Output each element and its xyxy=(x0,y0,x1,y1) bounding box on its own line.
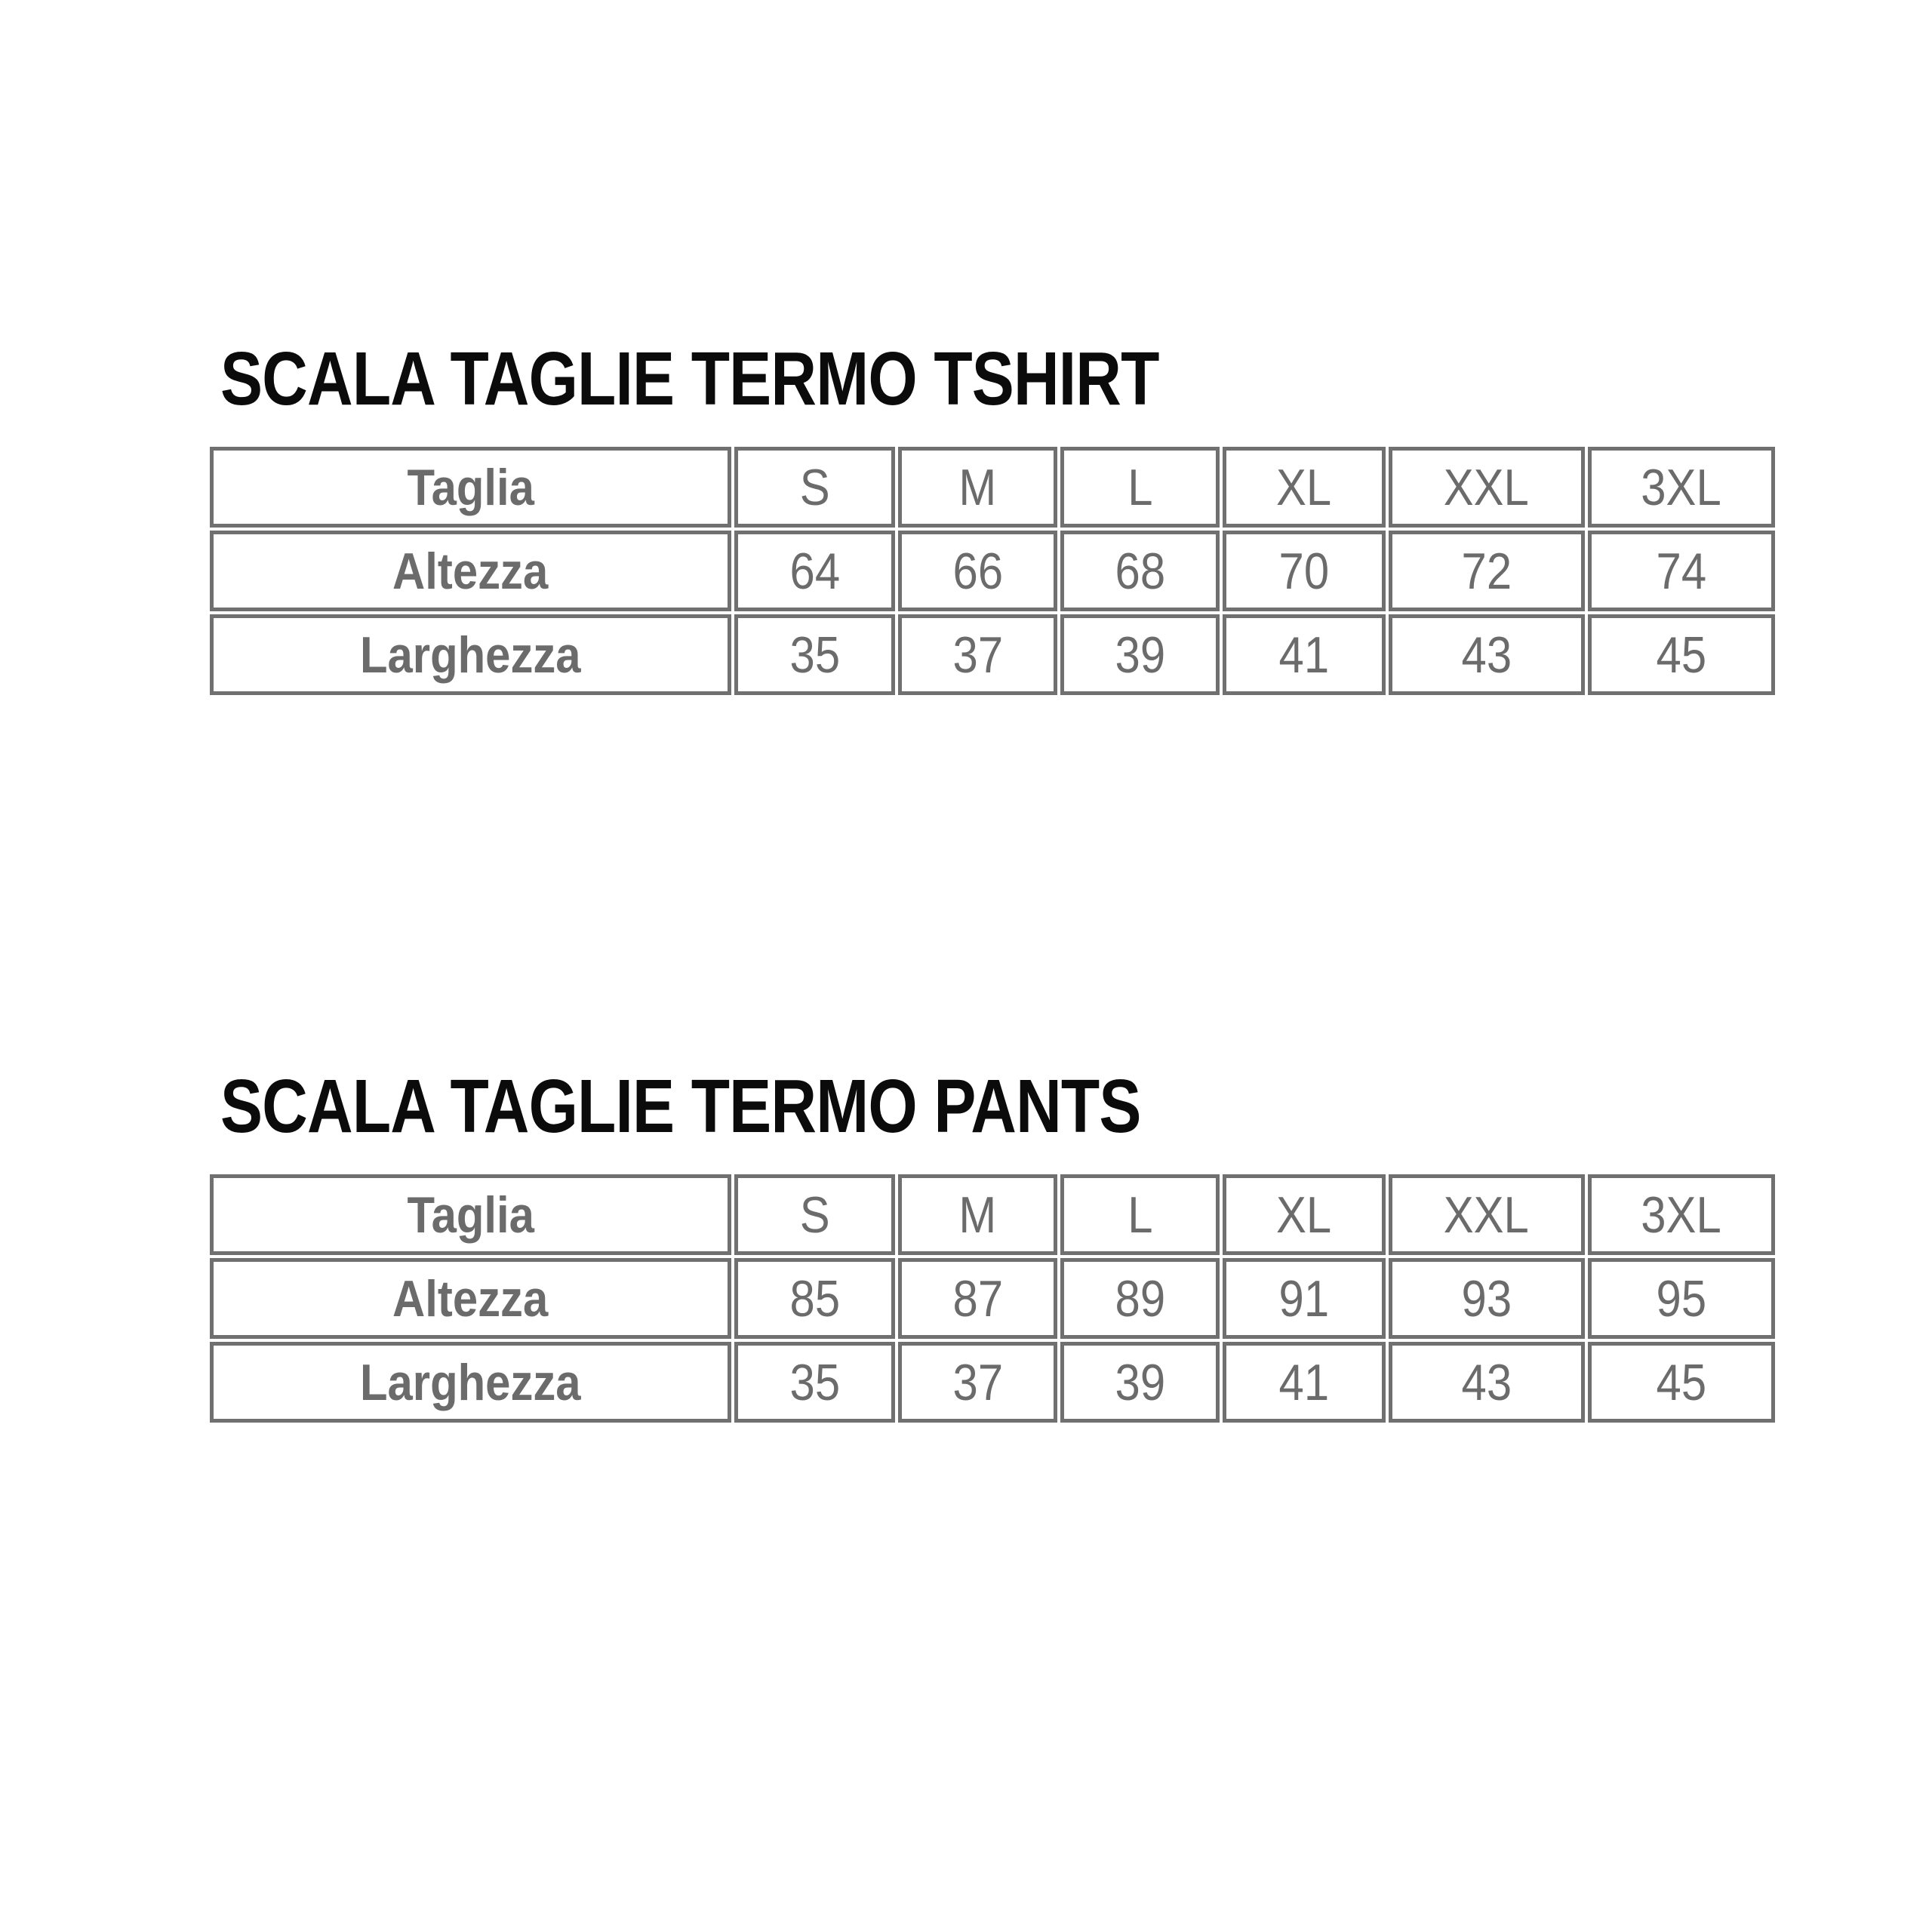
size-header-label: XXL xyxy=(1444,458,1530,516)
size-header-label: XXL xyxy=(1444,1186,1530,1244)
size-header-cell-3xl xyxy=(1588,447,1775,528)
value-text: 39 xyxy=(1115,626,1166,684)
value-cell xyxy=(1223,531,1385,611)
size-header-label: M xyxy=(958,1186,997,1244)
value-text: 95 xyxy=(1656,1269,1707,1327)
table-row-sizes xyxy=(210,1174,1775,1255)
size-header-label: L xyxy=(1128,1186,1153,1244)
value-text: 64 xyxy=(789,542,840,600)
value-cell xyxy=(734,1258,895,1339)
value-text: 85 xyxy=(789,1269,840,1327)
size-header-label: M xyxy=(958,458,997,516)
tshirt-section-title: SCALA TAGLIE TERMO TSHIRT xyxy=(220,337,1159,421)
value-cell xyxy=(898,1258,1057,1339)
size-header-cell-3xl xyxy=(1588,1174,1775,1255)
value-cell xyxy=(1588,614,1775,695)
value-text: 41 xyxy=(1278,626,1330,684)
size-header-cell-l xyxy=(1060,1174,1220,1255)
tshirt-size-table xyxy=(207,444,1778,698)
size-header-label: XL xyxy=(1276,1186,1332,1244)
value-cell xyxy=(898,1342,1057,1423)
value-cell xyxy=(898,614,1057,695)
size-header-cell-xxl xyxy=(1389,447,1585,528)
value-cell xyxy=(1060,1258,1220,1339)
row-label: Larghezza xyxy=(360,1353,581,1411)
value-text: 66 xyxy=(952,542,1003,600)
table-row-larghezza xyxy=(210,1342,1775,1423)
value-text: 35 xyxy=(789,1353,840,1411)
corner-header-cell xyxy=(210,447,731,528)
row-label: Altezza xyxy=(392,1269,549,1327)
value-cell xyxy=(1223,1342,1385,1423)
table-row-sizes xyxy=(210,447,1775,528)
corner-header-label: Taglia xyxy=(407,1186,534,1244)
size-header-label: XL xyxy=(1276,458,1332,516)
value-cell xyxy=(1389,614,1585,695)
value-cell xyxy=(1389,1342,1585,1423)
pants-size-chart-section xyxy=(207,1064,1778,1426)
corner-header-cell xyxy=(210,1174,731,1255)
value-cell xyxy=(1588,1258,1775,1339)
value-cell xyxy=(1588,531,1775,611)
size-header-label: S xyxy=(799,1186,830,1244)
size-header-cell-s xyxy=(734,1174,895,1255)
corner-header-label: Taglia xyxy=(407,458,534,516)
value-text: 39 xyxy=(1115,1353,1166,1411)
size-header-label: L xyxy=(1128,458,1153,516)
size-header-cell-l xyxy=(1060,447,1220,528)
value-text: 45 xyxy=(1656,626,1707,684)
value-cell xyxy=(734,1342,895,1423)
pants-section-title: SCALA TAGLIE TERMO PANTS xyxy=(220,1064,1141,1149)
value-cell xyxy=(734,531,895,611)
value-cell xyxy=(1588,1342,1775,1423)
row-label-cell-altezza xyxy=(210,1258,731,1339)
table-row-altezza xyxy=(210,531,1775,611)
size-header-cell-m xyxy=(898,1174,1057,1255)
row-label-cell-larghezza xyxy=(210,1342,731,1423)
value-text: 35 xyxy=(789,626,840,684)
tshirt-size-chart-section xyxy=(207,337,1778,698)
value-text: 93 xyxy=(1461,1269,1512,1327)
value-cell xyxy=(1060,1342,1220,1423)
value-text: 43 xyxy=(1461,626,1512,684)
size-header-cell-xl xyxy=(1223,447,1385,528)
table-row-altezza xyxy=(210,1258,1775,1339)
value-text: 43 xyxy=(1461,1353,1512,1411)
value-text: 74 xyxy=(1656,542,1707,600)
size-header-cell-s xyxy=(734,447,895,528)
row-label-cell-altezza xyxy=(210,531,731,611)
size-header-cell-m xyxy=(898,447,1057,528)
row-label: Larghezza xyxy=(360,626,581,684)
value-text: 68 xyxy=(1115,542,1166,600)
value-cell xyxy=(1060,531,1220,611)
value-cell xyxy=(1389,1258,1585,1339)
size-header-label: 3XL xyxy=(1641,1186,1722,1244)
value-text: 87 xyxy=(952,1269,1003,1327)
value-text: 37 xyxy=(952,626,1003,684)
row-label-cell-larghezza xyxy=(210,614,731,695)
value-cell xyxy=(898,531,1057,611)
value-text: 41 xyxy=(1278,1353,1330,1411)
value-cell xyxy=(734,614,895,695)
pants-size-table xyxy=(207,1171,1778,1426)
value-text: 45 xyxy=(1656,1353,1707,1411)
value-cell xyxy=(1223,1258,1385,1339)
value-text: 89 xyxy=(1115,1269,1166,1327)
table-row-larghezza xyxy=(210,614,1775,695)
value-text: 91 xyxy=(1278,1269,1330,1327)
value-text: 37 xyxy=(952,1353,1003,1411)
value-text: 70 xyxy=(1278,542,1330,600)
value-cell xyxy=(1389,531,1585,611)
row-label: Altezza xyxy=(392,542,549,600)
size-header-cell-xxl xyxy=(1389,1174,1585,1255)
size-header-label: S xyxy=(799,458,830,516)
value-text: 72 xyxy=(1461,542,1512,600)
value-cell xyxy=(1060,614,1220,695)
size-header-cell-xl xyxy=(1223,1174,1385,1255)
size-header-label: 3XL xyxy=(1641,458,1722,516)
value-cell xyxy=(1223,614,1385,695)
